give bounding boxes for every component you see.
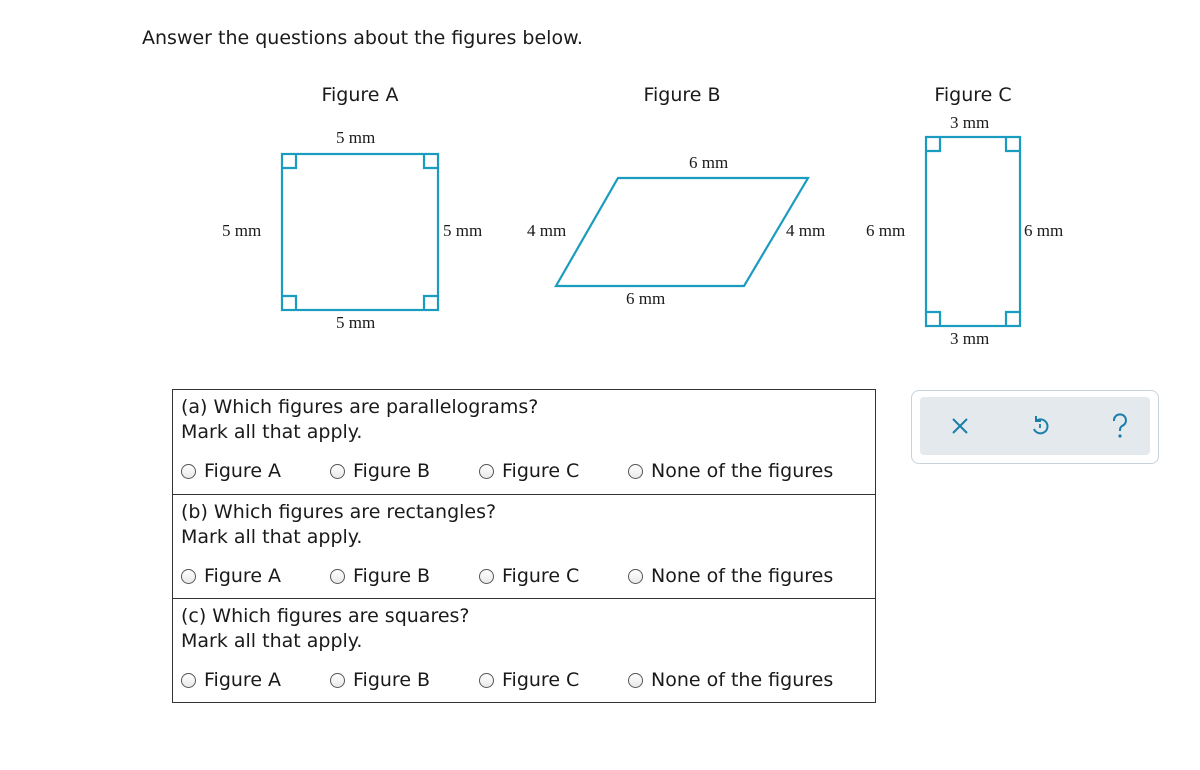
- option-b-none[interactable]: [628, 565, 833, 587]
- checkbox[interactable]: [479, 464, 494, 479]
- checkbox[interactable]: [181, 464, 196, 479]
- question-b: [173, 494, 875, 598]
- option-label: Figure C: [502, 669, 580, 691]
- figure-a-left-label: 5 mm: [222, 221, 262, 240]
- close-icon: [949, 415, 971, 437]
- figure-b-right-label: 4 mm: [786, 221, 826, 240]
- option-label: None of the figures: [651, 460, 834, 482]
- question-a: [173, 390, 875, 494]
- checkbox[interactable]: [330, 464, 345, 479]
- option-b-figure-a[interactable]: [181, 565, 281, 587]
- option-a-none[interactable]: [628, 460, 833, 482]
- figure-b-parallelogram: [556, 178, 808, 286]
- checkbox[interactable]: [479, 569, 494, 584]
- undo-button[interactable]: [1010, 397, 1070, 455]
- option-label: Figure C: [502, 460, 580, 482]
- answer-toolbar: [911, 390, 1159, 464]
- option-label: None of the figures: [651, 565, 834, 587]
- option-c-figure-b[interactable]: [330, 669, 430, 691]
- option-label: Figure B: [353, 460, 431, 482]
- questions-table: [172, 389, 876, 703]
- clear-button[interactable]: [930, 397, 990, 455]
- figure-b-top-label: 6 mm: [689, 153, 729, 172]
- question-c-text: (c) Which figures are squares?: [181, 605, 470, 627]
- option-label: Figure B: [353, 669, 431, 691]
- checkbox[interactable]: [181, 673, 196, 688]
- checkbox[interactable]: [628, 569, 643, 584]
- option-c-figure-a[interactable]: [181, 669, 281, 691]
- question-b-instruction: Mark all that apply.: [181, 526, 363, 548]
- figure-c-rectangle: [926, 137, 1020, 326]
- option-label: None of the figures: [651, 669, 834, 691]
- option-b-figure-c[interactable]: [479, 565, 579, 587]
- checkbox[interactable]: [628, 464, 643, 479]
- option-c-figure-c[interactable]: [479, 669, 579, 691]
- checkbox[interactable]: [479, 673, 494, 688]
- question-a-text: (a) Which figures are parallelograms?: [181, 396, 539, 418]
- checkbox[interactable]: [330, 673, 345, 688]
- figure-b-title: Figure B: [643, 84, 721, 106]
- question-c-instruction: Mark all that apply.: [181, 630, 363, 652]
- figure-a-square: [282, 154, 438, 310]
- checkbox[interactable]: [181, 569, 196, 584]
- help-button[interactable]: [1090, 397, 1150, 455]
- help-icon: [1108, 412, 1132, 440]
- option-label: Figure B: [353, 565, 431, 587]
- checkbox[interactable]: [628, 673, 643, 688]
- figure-a-bottom-label: 5 mm: [336, 313, 376, 332]
- option-c-none[interactable]: [628, 669, 833, 691]
- figure-c-title: Figure C: [934, 84, 1012, 106]
- instructions-text: Answer the questions about the figures below.: [142, 27, 583, 49]
- question-b-text: (b) Which figures are rectangles?: [181, 501, 497, 523]
- option-a-figure-b[interactable]: [330, 460, 430, 482]
- option-label: Figure A: [204, 460, 282, 482]
- figure-a-top-label: 5 mm: [336, 128, 376, 147]
- figure-c-bottom-label: 3 mm: [950, 329, 990, 348]
- undo-icon: [1028, 414, 1052, 438]
- figure-c-left-label: 6 mm: [866, 221, 906, 240]
- figures-drawing: [0, 0, 1200, 370]
- figure-b-bottom-label: 6 mm: [626, 289, 666, 308]
- option-label: Figure A: [204, 669, 282, 691]
- option-label: Figure C: [502, 565, 580, 587]
- figure-c-right-label: 6 mm: [1024, 221, 1064, 240]
- figure-a-title: Figure A: [321, 84, 399, 106]
- option-a-figure-c[interactable]: [479, 460, 579, 482]
- question-c: [173, 598, 875, 702]
- toolbar-panel: [920, 397, 1150, 455]
- checkbox[interactable]: [330, 569, 345, 584]
- option-b-figure-b[interactable]: [330, 565, 430, 587]
- question-a-instruction: Mark all that apply.: [181, 421, 363, 443]
- figure-c-top-label: 3 mm: [950, 113, 990, 132]
- option-a-figure-a[interactable]: [181, 460, 281, 482]
- figure-b-left-label: 4 mm: [527, 221, 567, 240]
- figure-a-right-label: 5 mm: [443, 221, 483, 240]
- option-label: Figure A: [204, 565, 282, 587]
